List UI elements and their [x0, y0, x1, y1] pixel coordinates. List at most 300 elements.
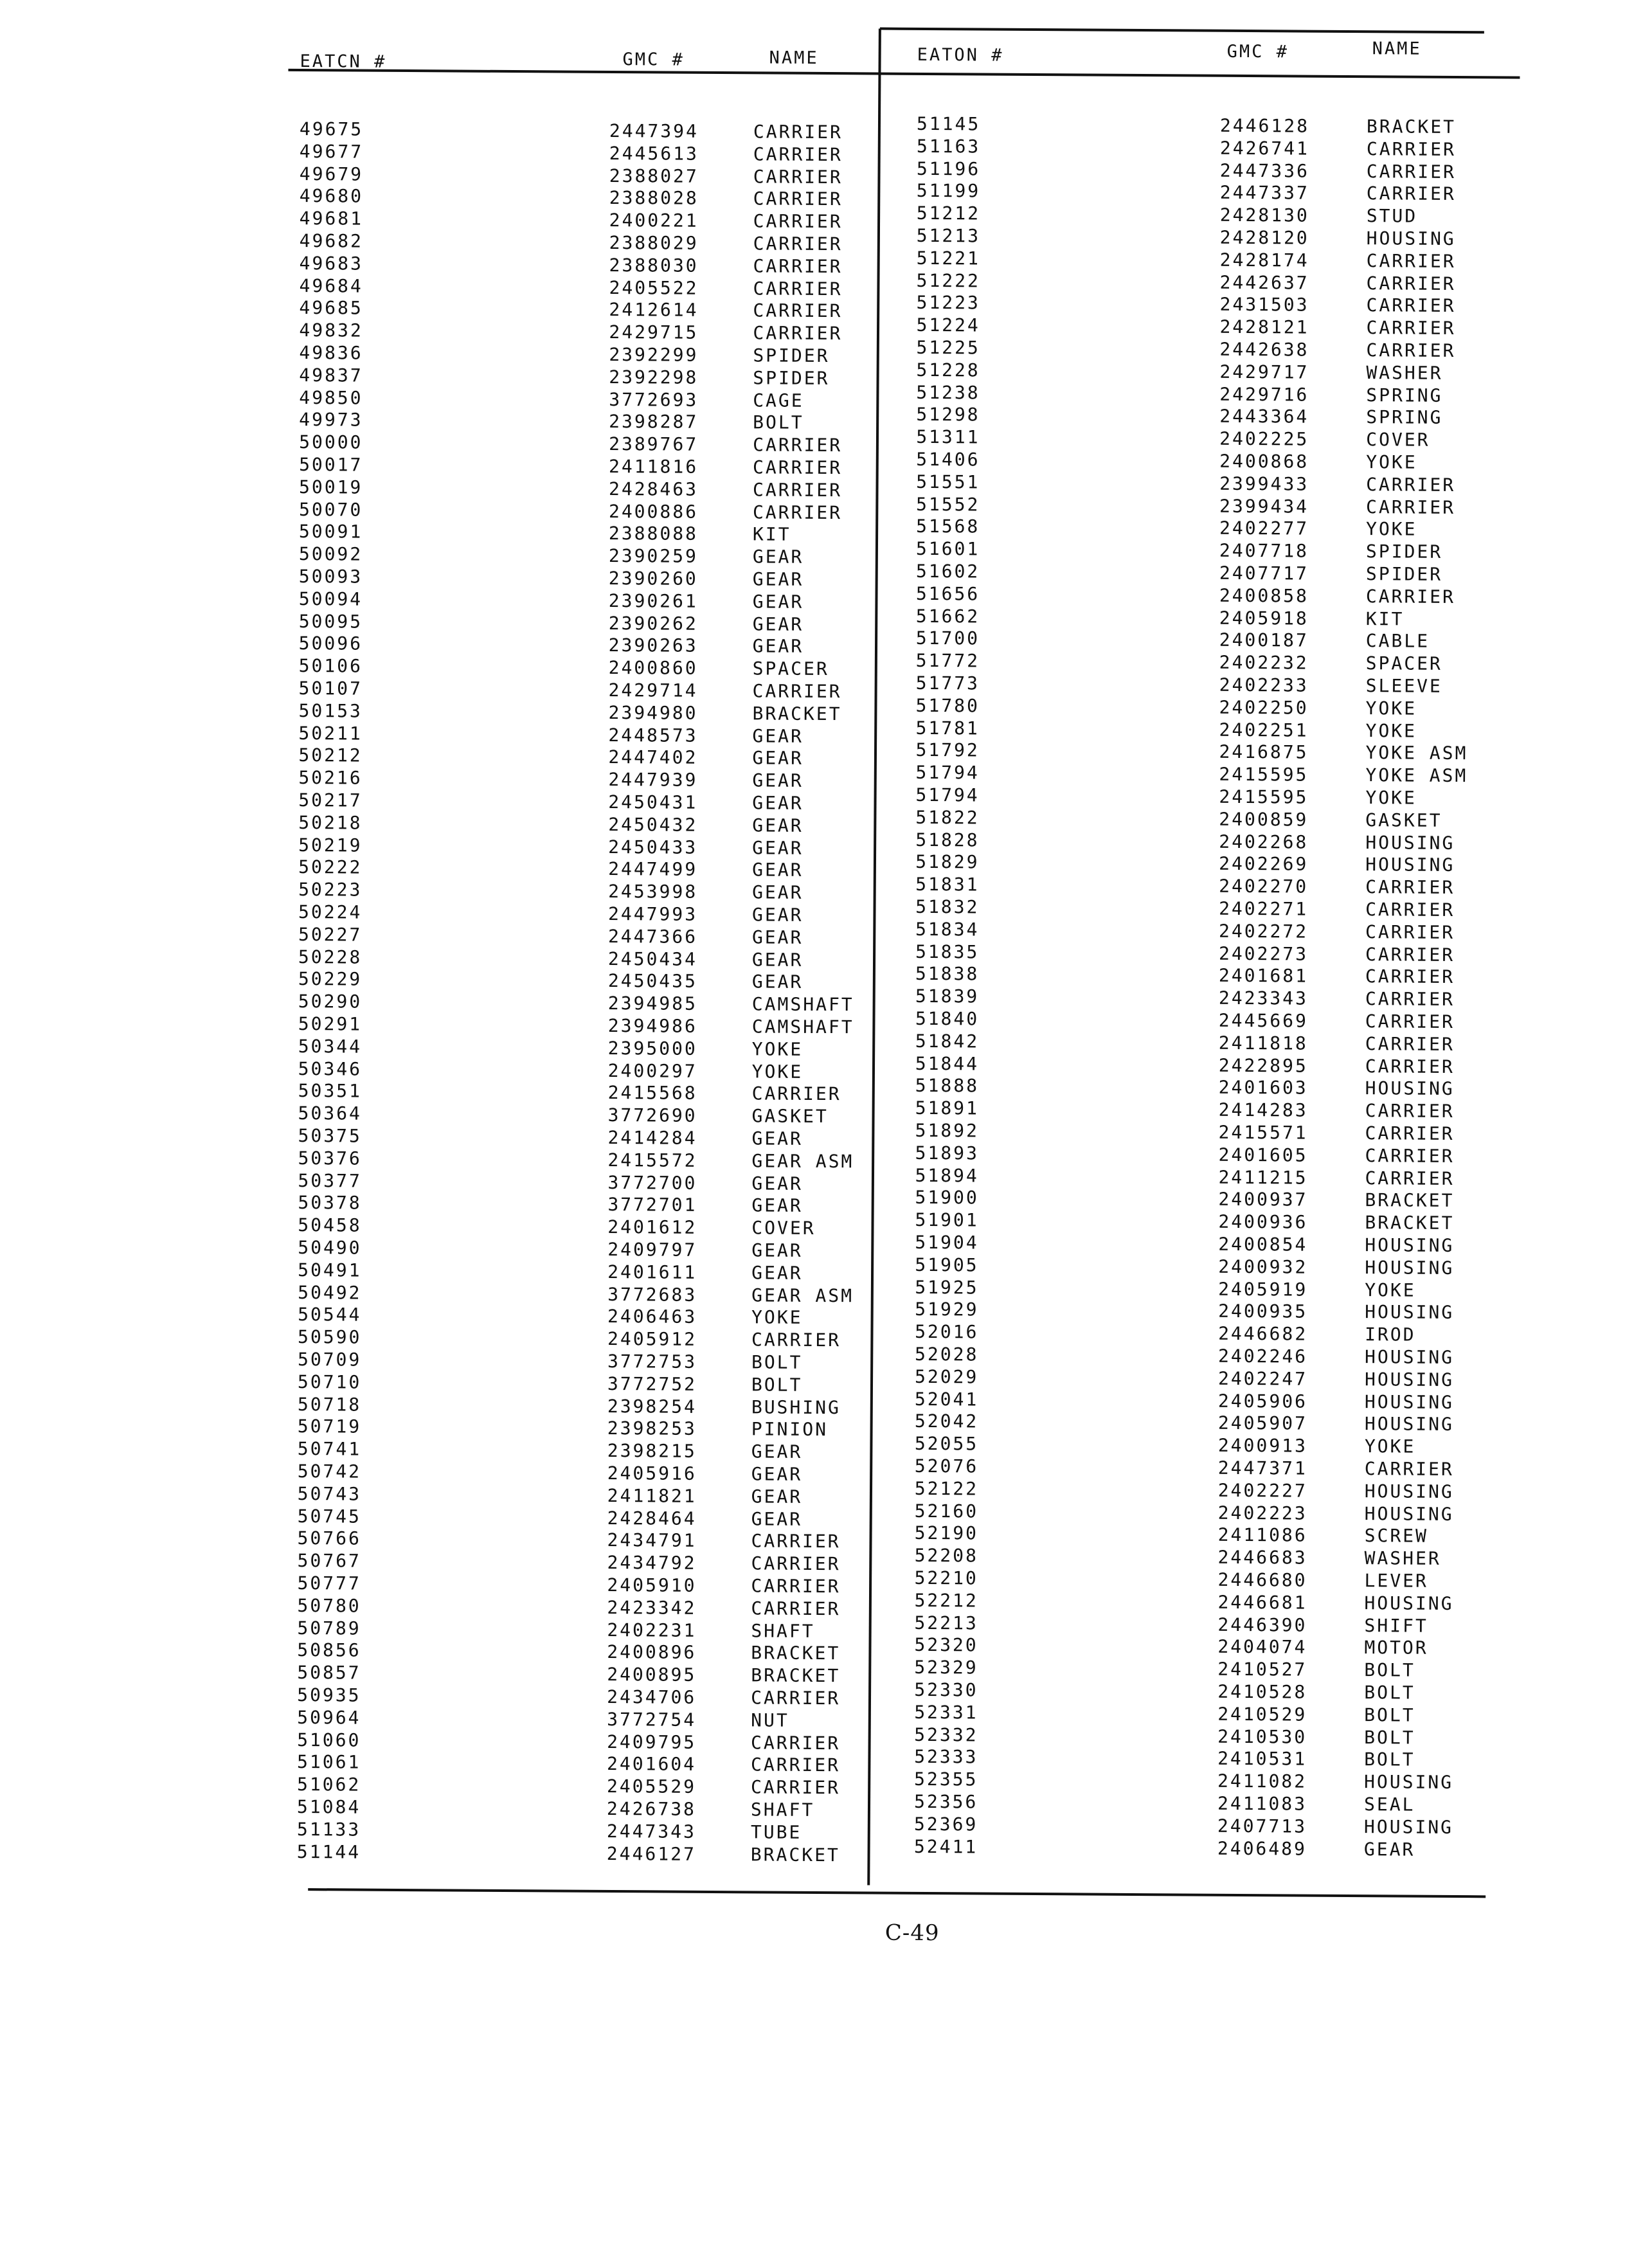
gmc-number: 2400854 [1218, 1233, 1308, 1256]
gmc-number: 2400187 [1219, 629, 1309, 651]
gmc-number: 2442638 [1219, 338, 1309, 361]
eaton-number: 50224 [298, 901, 363, 923]
eaton-number: 50223 [298, 879, 363, 901]
eaton-number: 50777 [297, 1572, 361, 1594]
eaton-number: 50344 [298, 1035, 363, 1058]
part-name: GEAR [1363, 1838, 1415, 1860]
part-name: CARRIER [1366, 473, 1456, 496]
gmc-number: 2400221 [609, 210, 699, 231]
gmc-number: 2428464 [607, 1507, 697, 1529]
eaton-number: 52355 [913, 1769, 978, 1790]
part-name: CARRIER [1366, 317, 1456, 339]
part-name: CARRIER [753, 165, 843, 188]
page-number: C-49 [884, 1920, 940, 1947]
gmc-number: 2399433 [1219, 473, 1309, 495]
gmc-number: 2390259 [608, 545, 699, 567]
part-name: GEAR [752, 815, 804, 836]
part-name: CARRIER [753, 188, 843, 210]
part-name: CARRIER [751, 1553, 841, 1575]
gmc-number: 2447394 [609, 120, 699, 142]
eaton-number: 50092 [298, 543, 363, 565]
part-name: CARRIER [1365, 899, 1455, 921]
gmc-number: 2405907 [1217, 1412, 1308, 1435]
part-name: HOUSING [1364, 1592, 1454, 1614]
gmc-number: 2411821 [607, 1484, 697, 1507]
eaton-number: 52016 [915, 1321, 979, 1343]
gmc-number: 2411816 [609, 455, 699, 478]
gmc-number: 3772690 [607, 1104, 697, 1126]
header-gmc-left: GMC # [622, 50, 685, 70]
gmc-number: 2401604 [606, 1753, 697, 1776]
part-name: CARRIER [753, 255, 843, 277]
part-name: CARRIER [753, 277, 843, 300]
part-name: BRACKET [750, 1843, 840, 1866]
gmc-number: 2394986 [607, 1014, 697, 1037]
gmc-number: 2402227 [1217, 1479, 1307, 1502]
part-name: GEAR [751, 1508, 803, 1530]
eaton-number: 52055 [914, 1433, 979, 1455]
part-name: CARRIER [751, 1598, 841, 1619]
part-name: HOUSING [1363, 1771, 1454, 1794]
gmc-number: 3772754 [607, 1708, 697, 1731]
part-name: CARRIER [1366, 183, 1456, 205]
part-name: CAGE [753, 389, 804, 411]
gmc-number: 2405918 [1219, 607, 1309, 629]
eaton-number: 50219 [298, 834, 363, 856]
part-name: HOUSING [1364, 1390, 1455, 1413]
gmc-number: 2414283 [1218, 1099, 1308, 1121]
eaton-number: 52333 [914, 1746, 978, 1768]
eaton-number: 49850 [299, 386, 363, 409]
part-name: CARRIER [753, 143, 843, 165]
gmc-number: 2400868 [1219, 450, 1309, 473]
eaton-number: 50000 [299, 431, 363, 453]
part-name: CARRIER [751, 1731, 841, 1754]
part-name: YOKE ASM [1365, 764, 1468, 787]
gmc-number: 2447336 [1219, 159, 1309, 182]
column-divider [867, 29, 881, 1886]
part-name: WASHER [1364, 1547, 1441, 1570]
eaton-number: 50766 [297, 1527, 362, 1550]
gmc-number: 2414284 [607, 1126, 697, 1149]
gmc-number: 2447366 [607, 925, 698, 948]
gmc-number: 2400936 [1218, 1210, 1308, 1233]
gmc-number: 2401612 [607, 1216, 697, 1238]
part-name: GEAR [752, 546, 804, 568]
gmc-number: 2402268 [1219, 831, 1309, 853]
part-name: CARRIER [750, 1754, 841, 1776]
part-name: HOUSING [1366, 228, 1456, 249]
gmc-number: 2406489 [1217, 1837, 1307, 1860]
part-name: CARRIER [753, 322, 843, 345]
gmc-number: 2453998 [608, 881, 698, 903]
part-name: CARRIER [1366, 138, 1457, 160]
eaton-number: 51834 [915, 918, 980, 941]
part-name: SLEEVE [1365, 675, 1442, 697]
eaton-number: 51213 [916, 224, 981, 247]
part-name: CARRIER [753, 210, 843, 233]
part-name: HOUSING [1365, 1234, 1455, 1257]
part-name: GEAR [751, 971, 804, 993]
eaton-number: 51224 [916, 314, 980, 336]
gmc-number: 2402271 [1219, 897, 1309, 920]
gmc-number: 2442637 [1219, 271, 1309, 294]
gmc-number: 2446683 [1217, 1546, 1307, 1569]
part-name: HOUSING [1364, 1346, 1455, 1369]
gmc-number: 2402225 [1219, 428, 1309, 450]
eaton-number: 50935 [297, 1684, 361, 1706]
eaton-number: 51700 [915, 627, 980, 649]
gmc-number: 2422895 [1218, 1054, 1308, 1077]
eaton-number: 50211 [298, 722, 363, 744]
eaton-number: 51822 [915, 806, 980, 829]
eaton-number: 51568 [915, 516, 980, 537]
part-name: GEAR [752, 792, 804, 814]
gmc-number: 2429716 [1219, 383, 1309, 406]
eaton-number: 51601 [915, 538, 980, 560]
header-eaton-right: EATON # [917, 44, 1004, 66]
gmc-number: 2402232 [1219, 651, 1309, 674]
eaton-number: 49685 [299, 297, 363, 320]
eaton-number: 50227 [298, 923, 363, 946]
gmc-number: 2400896 [607, 1641, 697, 1664]
eaton-number: 51133 [296, 1818, 361, 1841]
gmc-number: 2415568 [607, 1082, 697, 1104]
eaton-number: 52076 [914, 1455, 979, 1477]
gmc-number: 2407717 [1219, 562, 1309, 584]
eaton-number: 49683 [299, 252, 363, 274]
gmc-number: 2423343 [1218, 987, 1309, 1009]
gmc-number: 2443364 [1219, 406, 1309, 428]
part-name: YOKE ASM [1365, 742, 1468, 764]
gmc-number: 2409795 [607, 1731, 697, 1753]
eaton-number: 51900 [915, 1187, 979, 1209]
gmc-number: 2405906 [1217, 1390, 1308, 1412]
gmc-number: 2411082 [1217, 1770, 1307, 1792]
part-name: SPRING [1366, 406, 1443, 429]
gmc-number: 2402247 [1217, 1367, 1308, 1390]
gmc-number: 2434792 [607, 1552, 697, 1574]
part-name: CARRIER [1366, 249, 1456, 272]
gmc-number: 2407718 [1219, 539, 1309, 562]
part-name: HOUSING [1365, 1256, 1455, 1279]
part-name: GASKET [1365, 809, 1442, 831]
gmc-number: 2445613 [609, 142, 699, 165]
part-name: PINION [751, 1418, 829, 1441]
eaton-number: 51163 [916, 135, 981, 158]
eaton-number: 51602 [915, 560, 980, 582]
part-name: CARRIER [751, 1575, 841, 1598]
eaton-number: 49677 [299, 140, 364, 163]
eaton-number: 50222 [298, 856, 363, 879]
gmc-number: 3772701 [607, 1194, 697, 1216]
gmc-number: 2428130 [1219, 204, 1309, 226]
eaton-number: 50709 [297, 1349, 362, 1371]
eaton-number: 49837 [299, 364, 363, 386]
gmc-number: 2401605 [1218, 1144, 1308, 1166]
gmc-number: 2405916 [607, 1462, 697, 1484]
part-name: BRACKET [751, 1642, 841, 1664]
part-name: HOUSING [1365, 854, 1455, 876]
part-name: GEAR [751, 948, 804, 971]
gmc-number: 2410527 [1217, 1658, 1307, 1680]
eaton-number: 50290 [298, 991, 363, 1013]
gmc-number: 2447337 [1219, 182, 1309, 204]
part-name: GEAR [752, 724, 804, 747]
eaton-number: 51060 [297, 1729, 361, 1751]
gmc-number: 2426741 [1219, 137, 1310, 159]
gmc-number: 2415572 [607, 1149, 697, 1171]
gmc-number: 2394985 [607, 993, 697, 1014]
part-name: CARRIER [1366, 294, 1456, 317]
part-name: HOUSING [1365, 831, 1455, 854]
eaton-number: 51552 [915, 493, 980, 516]
gmc-number: 2406463 [607, 1306, 697, 1328]
eaton-number: 51892 [915, 1119, 980, 1142]
part-name: HOUSING [1364, 1368, 1455, 1390]
part-name: CARRIER [1366, 160, 1456, 183]
gmc-number: 2450431 [608, 791, 698, 813]
part-name: SPACER [1365, 652, 1442, 675]
eaton-number: 51144 [296, 1841, 361, 1863]
gmc-number: 2447402 [608, 746, 698, 769]
eaton-number: 51894 [915, 1164, 979, 1187]
gmc-number: 2445669 [1218, 1009, 1308, 1032]
gmc-number: 2402250 [1219, 696, 1309, 719]
part-name: BOLT [1364, 1659, 1415, 1681]
eaton-number: 52208 [914, 1545, 979, 1567]
gmc-number: 2428120 [1219, 226, 1309, 249]
gmc-number: 2434791 [607, 1529, 697, 1552]
gmc-number: 2401603 [1218, 1077, 1308, 1099]
eaton-number: 52210 [914, 1567, 978, 1589]
header-eaton-left: EATCN # [300, 51, 387, 72]
eaton-number: 50377 [298, 1169, 362, 1192]
bottom-rule [308, 1888, 1486, 1898]
part-name: CARRIER [1365, 496, 1456, 518]
part-name: WASHER [1366, 361, 1443, 384]
eaton-number: 50217 [298, 789, 363, 811]
eaton-number: 51888 [915, 1075, 980, 1097]
part-name: COVER [1366, 429, 1430, 451]
gmc-number: 2400937 [1218, 1189, 1308, 1211]
eaton-number: 51794 [915, 762, 980, 784]
gmc-number: 2388028 [609, 187, 699, 210]
eaton-number: 50743 [297, 1482, 362, 1505]
gmc-number: 2398253 [607, 1418, 697, 1440]
eaton-number: 52369 [913, 1813, 978, 1835]
part-name: KIT [752, 523, 791, 546]
part-name: HOUSING [1364, 1480, 1454, 1502]
part-name: IROD [1365, 1324, 1416, 1346]
gmc-number: 2446682 [1218, 1322, 1308, 1345]
part-name: STUD [1366, 205, 1418, 227]
gmc-number: 2405522 [609, 276, 699, 299]
part-name: GEAR ASM [751, 1284, 854, 1306]
eaton-number: 50490 [298, 1237, 362, 1259]
eaton-number: 50107 [298, 678, 363, 699]
eaton-number: 51298 [916, 404, 980, 426]
part-name: SHAFT [751, 1619, 815, 1642]
part-name: BOLT [753, 411, 804, 434]
eaton-number: 51062 [296, 1774, 361, 1796]
part-name: CARRIER [753, 233, 843, 255]
gmc-number: 2404074 [1217, 1636, 1307, 1659]
eaton-number: 50491 [298, 1259, 362, 1281]
gmc-number: 2400886 [608, 500, 699, 523]
part-name: YOKE [1366, 451, 1417, 473]
gmc-number: 2402246 [1217, 1345, 1308, 1367]
eaton-number: 51840 [915, 1007, 980, 1030]
part-name: CARRIER [1366, 272, 1456, 294]
eaton-number: 52329 [914, 1657, 978, 1679]
part-name: GEAR [751, 1172, 803, 1194]
eaton-number: 52041 [914, 1388, 979, 1410]
part-name: CAMSHAFT [751, 1016, 854, 1038]
gmc-number: 2390261 [608, 590, 698, 612]
eaton-number: 52212 [914, 1589, 978, 1612]
eaton-number: 51238 [916, 381, 980, 404]
eaton-number: 52332 [914, 1724, 978, 1746]
eaton-number: 50767 [297, 1550, 361, 1572]
eaton-number: 49684 [299, 274, 363, 297]
gmc-number: 2402223 [1217, 1502, 1307, 1524]
part-name: CARRIER [752, 479, 843, 501]
gmc-number: 2411086 [1217, 1524, 1307, 1547]
part-name: SPIDER [1365, 541, 1443, 563]
gmc-number: 2400913 [1217, 1434, 1307, 1457]
part-name: GEAR [751, 1486, 803, 1508]
eaton-number: 49681 [299, 208, 364, 230]
eaton-number: 52213 [914, 1612, 978, 1634]
part-name: GEAR [752, 635, 804, 658]
eaton-number: 51221 [916, 247, 981, 269]
eaton-number: 50964 [297, 1706, 361, 1729]
gmc-number: 2402270 [1219, 875, 1309, 897]
eaton-number: 51061 [296, 1751, 361, 1774]
part-name: BRACKET [751, 1664, 841, 1687]
gmc-number: 3772683 [607, 1283, 697, 1306]
gmc-number: 2434706 [607, 1686, 697, 1708]
part-name: COVER [751, 1217, 816, 1239]
eaton-number: 50095 [298, 610, 363, 633]
gmc-number: 2402269 [1219, 853, 1309, 876]
part-name: YOKE [751, 1060, 804, 1083]
gmc-number: 2405912 [607, 1328, 697, 1351]
gmc-number: 2402231 [607, 1619, 697, 1641]
part-name: CARRIER [752, 680, 842, 703]
part-name: YOKE [1365, 518, 1417, 541]
gmc-number: 2450434 [607, 948, 698, 970]
eaton-number: 51212 [916, 203, 981, 224]
eaton-number: 50212 [298, 744, 363, 767]
eaton-number: 49682 [299, 230, 364, 252]
gmc-number: 2388029 [609, 231, 699, 254]
part-name: SHAFT [750, 1799, 815, 1821]
eaton-number: 51838 [915, 963, 980, 985]
part-name: YOKE [1365, 787, 1417, 809]
part-name: GEAR [751, 904, 804, 926]
eaton-number: 51792 [915, 739, 980, 761]
part-name: SCREW [1364, 1525, 1429, 1547]
gmc-number: 3772693 [609, 388, 699, 411]
gmc-number: 2428121 [1219, 316, 1309, 338]
gmc-number: 2415571 [1218, 1121, 1308, 1144]
part-name: YOKE [751, 1306, 803, 1329]
eaton-number: 52042 [914, 1410, 979, 1432]
part-name: BOLT [1364, 1682, 1415, 1704]
part-name: GASKET [751, 1105, 829, 1128]
part-name: CARRIER [1365, 966, 1455, 988]
eaton-number: 51842 [915, 1030, 980, 1052]
gmc-number: 2448573 [608, 724, 698, 746]
eaton-number: 52331 [914, 1701, 978, 1724]
gmc-number: 2428463 [608, 478, 699, 500]
gmc-number: 2426738 [606, 1797, 697, 1820]
part-name: CARRIER [1365, 1100, 1455, 1122]
part-name: CARRIER [751, 1329, 841, 1351]
eaton-number: 50780 [297, 1594, 361, 1617]
eaton-number: 50378 [298, 1192, 362, 1214]
gmc-number: 2390263 [608, 634, 698, 657]
eaton-number: 49675 [299, 118, 364, 140]
part-name: YOKE [1365, 719, 1417, 742]
eaton-number: 50153 [298, 699, 363, 722]
eaton-number: 50229 [298, 968, 363, 991]
part-name: BOLT [1364, 1749, 1415, 1771]
part-name: LEVER [1364, 1570, 1428, 1592]
part-name: CARRIER [1365, 1011, 1455, 1033]
gmc-number: 2394980 [608, 701, 698, 724]
eaton-number: 50094 [298, 588, 363, 610]
part-name: YOKE [1365, 697, 1417, 719]
eaton-number: 50590 [297, 1326, 362, 1348]
gmc-number: 2400935 [1218, 1300, 1308, 1323]
part-name: CARRIER [1364, 1458, 1454, 1480]
gmc-number: 2429715 [609, 321, 699, 343]
eaton-number: 50719 [297, 1416, 362, 1438]
part-name: SPIDER [753, 345, 830, 367]
gmc-number: 2400859 [1219, 808, 1309, 831]
header-rule [288, 69, 1520, 79]
eaton-number: 51145 [916, 113, 981, 135]
part-name: SPIDER [753, 367, 830, 389]
part-name: CARRIER [1365, 1032, 1455, 1055]
eaton-number: 49679 [299, 163, 364, 185]
gmc-number: 2431503 [1219, 294, 1309, 316]
gmc-number: 2450433 [608, 836, 698, 858]
eaton-number: 50070 [298, 498, 363, 521]
eaton-number: 51844 [915, 1052, 980, 1075]
eaton-number: 51828 [915, 829, 980, 851]
eaton-number: 51831 [915, 874, 980, 896]
gmc-number: 2429714 [608, 679, 698, 701]
eaton-number: 51925 [915, 1276, 979, 1299]
top-rule [880, 28, 1484, 34]
part-name: YOKE [1364, 1436, 1416, 1457]
part-name: SEAL [1363, 1794, 1415, 1815]
gmc-number: 2412614 [609, 299, 699, 321]
gmc-number: 2446127 [606, 1842, 696, 1865]
gmc-number: 2411083 [1217, 1792, 1307, 1815]
gmc-number: 2446680 [1217, 1569, 1307, 1591]
part-name: CARRIER [1365, 876, 1455, 899]
part-name: CARRIER [1365, 585, 1455, 608]
part-name: CARRIER [1366, 339, 1456, 361]
part-name: GEAR [752, 591, 804, 613]
eaton-number: 51839 [915, 986, 980, 1007]
eaton-number: 50710 [297, 1371, 362, 1393]
